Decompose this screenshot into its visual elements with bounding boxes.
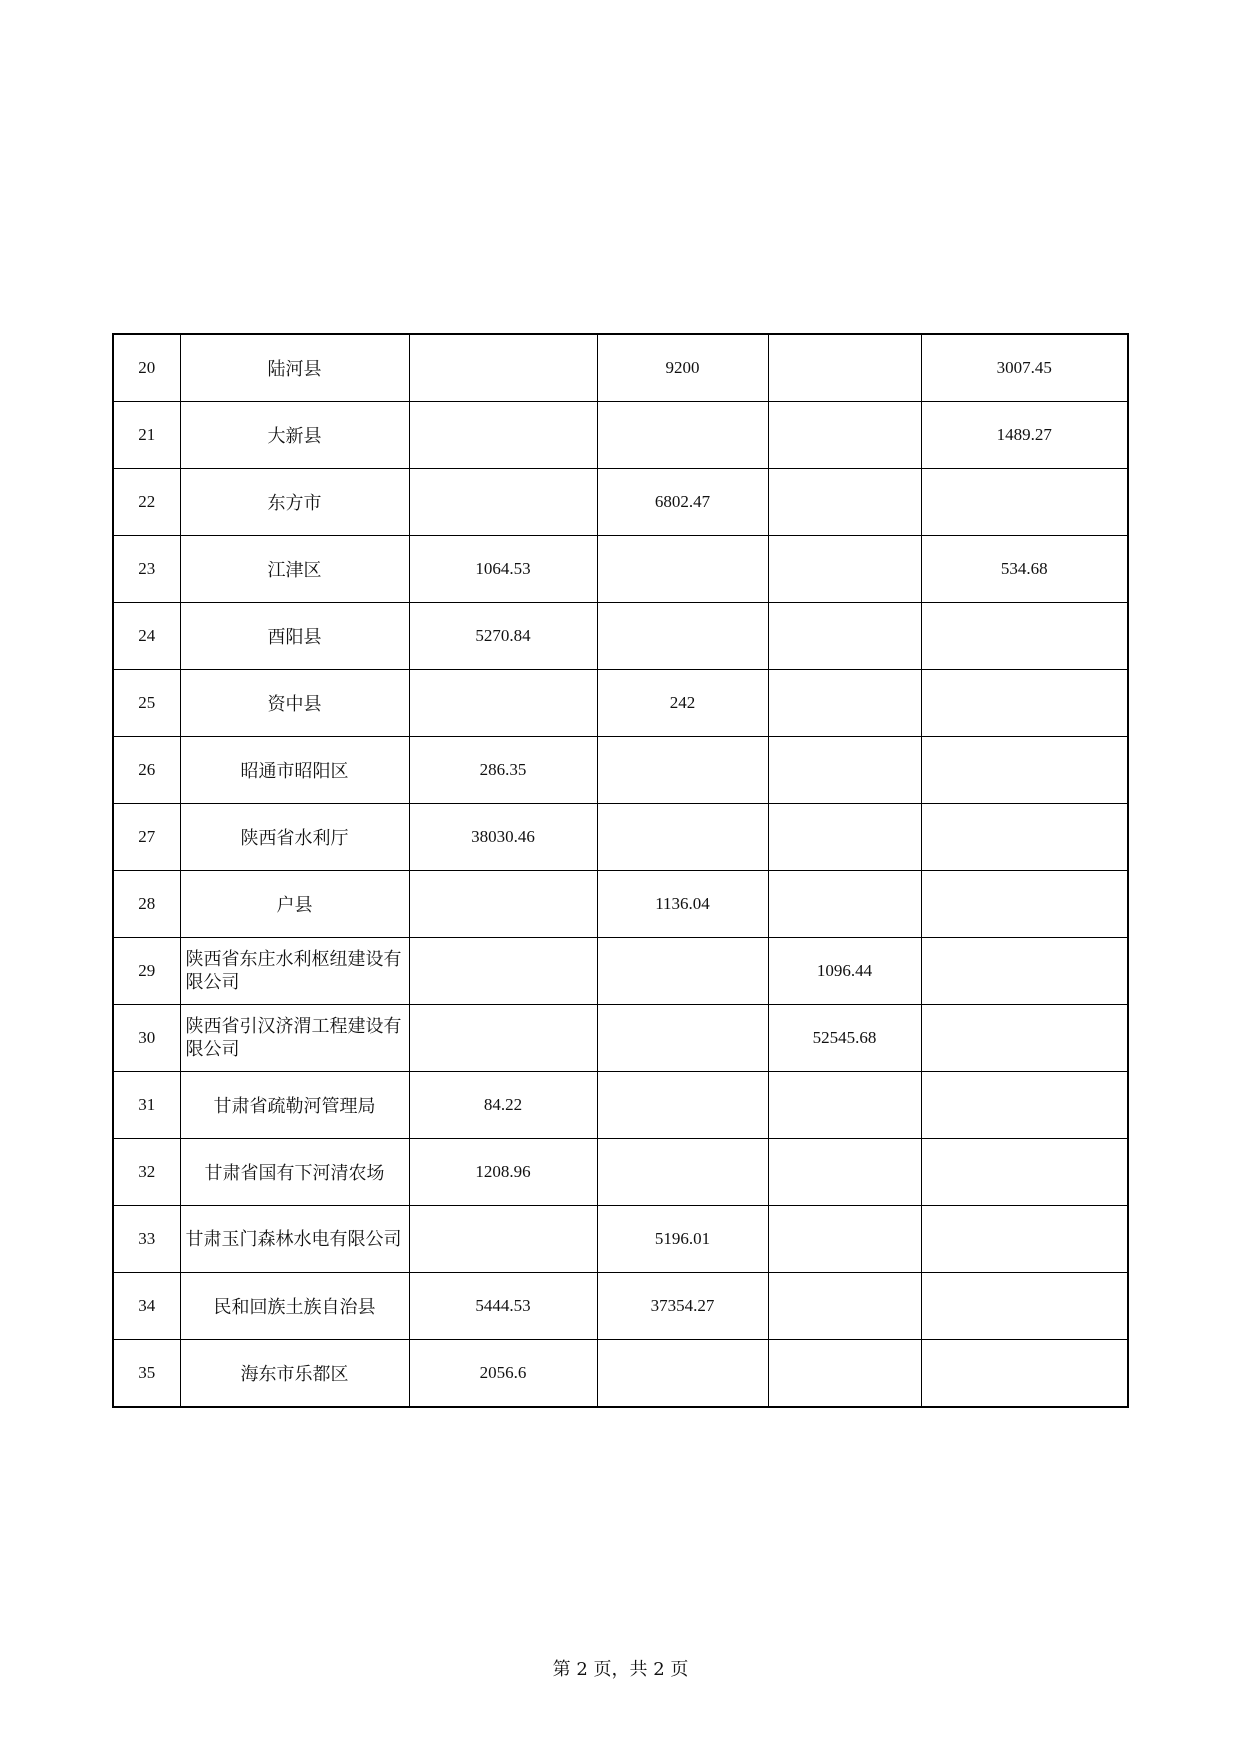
amount-col1-cell [409, 871, 597, 938]
amount-col3-cell [768, 402, 921, 469]
table-body [113, 334, 1128, 1407]
row-number-cell: 25 [113, 670, 180, 737]
row-number-cell: 26 [113, 737, 180, 804]
amount-col3-cell: 1096.44 [768, 938, 921, 1005]
amount-col2-cell: 6802.47 [597, 469, 768, 536]
amount-col1-cell [409, 670, 597, 737]
amount-col3-cell: 52545.68 [768, 1005, 921, 1072]
table-row [113, 1340, 1128, 1408]
amount-col1-cell: 1208.96 [409, 1139, 597, 1206]
unit-name-cell: 甘肃省国有下河清农场 [180, 1139, 409, 1206]
amount-col2-cell [597, 938, 768, 1005]
amount-col3-cell [768, 804, 921, 871]
amount-col2-cell [597, 1139, 768, 1206]
amount-col4-cell [921, 1273, 1128, 1340]
row-number-cell: 31 [113, 1072, 180, 1139]
amount-col3-cell [768, 737, 921, 804]
amount-col4-cell [921, 1139, 1128, 1206]
table-row [113, 1072, 1128, 1139]
amount-col1-cell [409, 1206, 597, 1273]
unit-name-cell: 海东市乐都区 [180, 1340, 409, 1408]
amount-col3-cell [768, 670, 921, 737]
unit-name-cell: 大新县 [180, 402, 409, 469]
amount-col2-cell: 9200 [597, 334, 768, 402]
amount-col3-cell [768, 1206, 921, 1273]
table-row [113, 1005, 1128, 1072]
row-number-cell: 24 [113, 603, 180, 670]
row-number-cell: 33 [113, 1206, 180, 1273]
amount-col2-cell: 37354.27 [597, 1273, 768, 1340]
amount-col3-cell [768, 1340, 921, 1408]
row-number-cell: 27 [113, 804, 180, 871]
amount-col4-cell: 3007.45 [921, 334, 1128, 402]
table-row [113, 871, 1128, 938]
amount-col4-cell [921, 871, 1128, 938]
unit-name-cell: 民和回族土族自治县 [180, 1273, 409, 1340]
table-row [113, 938, 1128, 1005]
amount-col2-cell: 5196.01 [597, 1206, 768, 1273]
amount-col4-cell [921, 1340, 1128, 1408]
unit-name-cell: 甘肃省疏勒河管理局 [180, 1072, 409, 1139]
row-number-cell: 29 [113, 938, 180, 1005]
amount-col1-cell [409, 1005, 597, 1072]
amount-col1-cell [409, 402, 597, 469]
unit-name-cell: 昭通市昭阳区 [180, 737, 409, 804]
table-row [113, 1273, 1128, 1340]
row-number-cell: 22 [113, 469, 180, 536]
amount-col4-cell: 534.68 [921, 536, 1128, 603]
row-number-cell: 34 [113, 1273, 180, 1340]
amount-col3-cell [768, 334, 921, 402]
amount-col1-cell: 286.35 [409, 737, 597, 804]
amount-col4-cell [921, 603, 1128, 670]
amount-col4-cell [921, 1206, 1128, 1273]
amount-col4-cell [921, 804, 1128, 871]
data-table [112, 333, 1129, 1408]
unit-name-cell: 资中县 [180, 670, 409, 737]
amount-col2-cell [597, 536, 768, 603]
amount-col2-cell [597, 1072, 768, 1139]
amount-col1-cell [409, 469, 597, 536]
amount-col2-cell [597, 737, 768, 804]
amount-col1-cell [409, 334, 597, 402]
amount-col1-cell: 2056.6 [409, 1340, 597, 1408]
amount-col3-cell [768, 469, 921, 536]
amount-col2-cell [597, 402, 768, 469]
amount-col2-cell: 1136.04 [597, 871, 768, 938]
unit-name-cell: 甘肃玉门森林水电有限公司 [180, 1206, 409, 1273]
unit-name-cell: 江津区 [180, 536, 409, 603]
table-row [113, 670, 1128, 737]
row-number-cell: 30 [113, 1005, 180, 1072]
table-row [113, 1206, 1128, 1273]
unit-name-cell: 酉阳县 [180, 603, 409, 670]
amount-col3-cell [768, 871, 921, 938]
amount-col2-cell [597, 1340, 768, 1408]
amount-col2-cell [597, 1005, 768, 1072]
amount-col4-cell [921, 938, 1128, 1005]
table-row [113, 402, 1128, 469]
amount-col2-cell [597, 804, 768, 871]
unit-name-cell: 东方市 [180, 469, 409, 536]
amount-col3-cell [768, 603, 921, 670]
unit-name-cell: 陕西省东庄水利枢纽建设有限公司 [180, 938, 409, 1005]
unit-name-cell: 陆河县 [180, 334, 409, 402]
unit-name-cell: 陕西省引汉济渭工程建设有限公司 [180, 1005, 409, 1072]
row-number-cell: 35 [113, 1340, 180, 1408]
row-number-cell: 28 [113, 871, 180, 938]
amount-col2-cell [597, 603, 768, 670]
amount-col1-cell: 38030.46 [409, 804, 597, 871]
amount-col2-cell: 242 [597, 670, 768, 737]
row-number-cell: 20 [113, 334, 180, 402]
amount-col1-cell: 1064.53 [409, 536, 597, 603]
amount-col1-cell: 84.22 [409, 1072, 597, 1139]
row-number-cell: 32 [113, 1139, 180, 1206]
amount-col3-cell [768, 1072, 921, 1139]
amount-col4-cell [921, 1005, 1128, 1072]
table-row [113, 536, 1128, 603]
amount-col1-cell [409, 938, 597, 1005]
table-row [113, 603, 1128, 670]
amount-col3-cell [768, 536, 921, 603]
amount-col4-cell: 1489.27 [921, 402, 1128, 469]
row-number-cell: 23 [113, 536, 180, 603]
table-row [113, 737, 1128, 804]
page-footer: 第 2 页，共 2 页 [552, 1659, 689, 1680]
unit-name-cell: 陕西省水利厅 [180, 804, 409, 871]
amount-col4-cell [921, 1072, 1128, 1139]
amount-col3-cell [768, 1273, 921, 1340]
table-row [113, 334, 1128, 402]
amount-col4-cell [921, 737, 1128, 804]
table-row [113, 804, 1128, 871]
amount-col3-cell [768, 1139, 921, 1206]
amount-col4-cell [921, 469, 1128, 536]
amount-col4-cell [921, 670, 1128, 737]
row-number-cell: 21 [113, 402, 180, 469]
table-row [113, 469, 1128, 536]
amount-col1-cell: 5444.53 [409, 1273, 597, 1340]
amount-col1-cell: 5270.84 [409, 603, 597, 670]
unit-name-cell: 户县 [180, 871, 409, 938]
table-row [113, 1139, 1128, 1206]
